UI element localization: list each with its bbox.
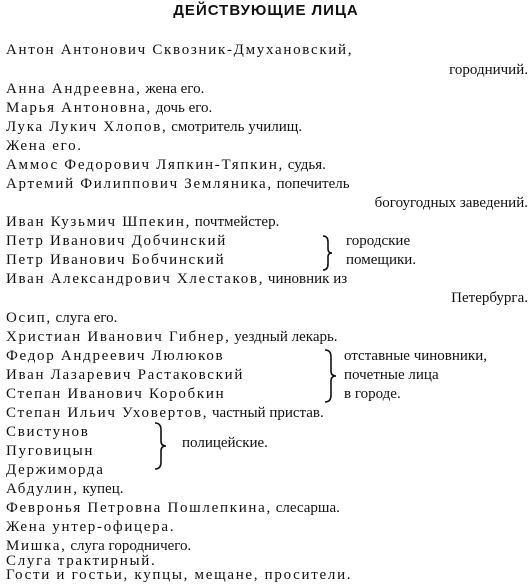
cast-line-korobkin [6, 385, 225, 404]
cast-line-lyulyukov [6, 347, 224, 366]
cast-line-gibner [6, 328, 338, 347]
character-name: Осип, [6, 310, 52, 326]
character-name: Пуговицын [6, 443, 95, 459]
character-description: частный пристав. [208, 405, 324, 421]
character-name: Степан Иванович Коробкин [6, 386, 226, 402]
group-label-police: полицейские. [182, 435, 268, 451]
cast-line-zemlyanika-continuation: богоугодных заведений. [374, 195, 528, 211]
cast-line-khlestakov-continuation: Петербурга. [451, 290, 528, 306]
cast-line-svistunov [6, 423, 90, 442]
cast-line-khlestakov [6, 270, 347, 289]
character-name: Марья Антоновна, [6, 100, 152, 116]
character-description: слуга его. [51, 310, 118, 326]
cast-line-abdulin [6, 480, 124, 499]
character-description: судья. [284, 157, 326, 173]
group-brace-officials [322, 349, 338, 404]
cast-line-governor-continuation: городничий. [449, 62, 528, 78]
character-name: Жена его. [6, 138, 83, 154]
character-name: Аммос Федорович Ляпкин-Тяпкин, [6, 157, 284, 173]
character-name: Иван Кузьмич Шпекин, [6, 214, 192, 230]
cast-line-khlopov-wife [6, 137, 83, 156]
character-name: Федор Андреевич Люлюков [6, 348, 225, 364]
character-name: Иван Александрович Хлестаков, [6, 271, 265, 287]
cast-line-ukhovertov [6, 404, 324, 423]
cast-line-pugovitsyn [6, 442, 94, 461]
group-label-officials-3: в городе. [344, 386, 401, 402]
character-description: смотритель училищ. [167, 119, 303, 135]
character-description: слесарша. [271, 500, 340, 516]
character-name: Свистунов [6, 424, 90, 440]
cast-line-osip [6, 309, 117, 328]
cast-line-khlopov [6, 118, 302, 137]
character-name: Гости и гостьи, купцы, мещане, просители. [6, 567, 353, 583]
cast-line-guests [6, 566, 352, 585]
character-name: Христиан Иванович Гибнер, [6, 329, 231, 345]
character-description: слуга городничего. [66, 538, 192, 554]
character-description: жена его. [141, 81, 205, 97]
group-label-landowners-2: помещики. [346, 252, 417, 268]
character-name: Лука Лукич Хлопов, [6, 119, 168, 135]
character-name: Февронья Петровна Пошлепкина, [6, 500, 272, 516]
character-name: Держиморда [6, 462, 105, 478]
cast-line-dobchinsky [6, 232, 227, 251]
group-label-officials-1: отставные чиновники, [344, 348, 487, 364]
character-name: Мишка, [6, 538, 67, 554]
character-description: почтмейстер. [191, 214, 280, 230]
group-brace-police [152, 422, 168, 470]
cast-line-derzhimorda [6, 461, 105, 480]
cast-line-rastakovsky [6, 366, 244, 385]
cast-line-anna [6, 80, 204, 99]
character-name: Артемий Филиппович Земляника, [6, 176, 273, 192]
character-name: Петр Иванович Бобчинский [6, 252, 226, 268]
group-label-landowners-1: городские [346, 233, 411, 249]
cast-line-shpekin [6, 213, 279, 232]
character-name: Петр Иванович Добчинский [6, 233, 227, 249]
cast-line-nco-wife [6, 518, 175, 537]
character-name: Антон Антонович Сквозник-Дмухановский, [6, 42, 354, 58]
character-name: Иван Лазаревич Растаковский [6, 367, 245, 383]
character-name: Абдулин, [6, 481, 79, 497]
character-description: попечитель [272, 176, 350, 192]
page-title: ДЕЙСТВУЮЩИЕ ЛИЦА [173, 2, 359, 19]
cast-line-marya [6, 99, 212, 118]
character-description: чиновник из [264, 271, 348, 287]
character-name: Анна Андреевна, [6, 81, 142, 97]
cast-line-governor [6, 41, 353, 60]
cast-line-lyapkin [6, 156, 326, 175]
character-name: Слуга трактирный. [6, 553, 157, 569]
group-brace-landowners [320, 235, 334, 271]
cast-line-zemlyanika [6, 175, 350, 194]
group-label-officials-2: почетные лица [344, 367, 439, 383]
character-description: купец. [78, 481, 124, 497]
character-description: уездный лекарь. [230, 329, 338, 345]
character-name: Жена унтер-офицера. [6, 519, 176, 535]
cast-line-poshlepkina [6, 499, 340, 518]
character-name: Степан Ильич Уховертов, [6, 405, 209, 421]
cast-line-bobchinsky [6, 251, 225, 270]
character-description: дочь его. [151, 100, 213, 116]
